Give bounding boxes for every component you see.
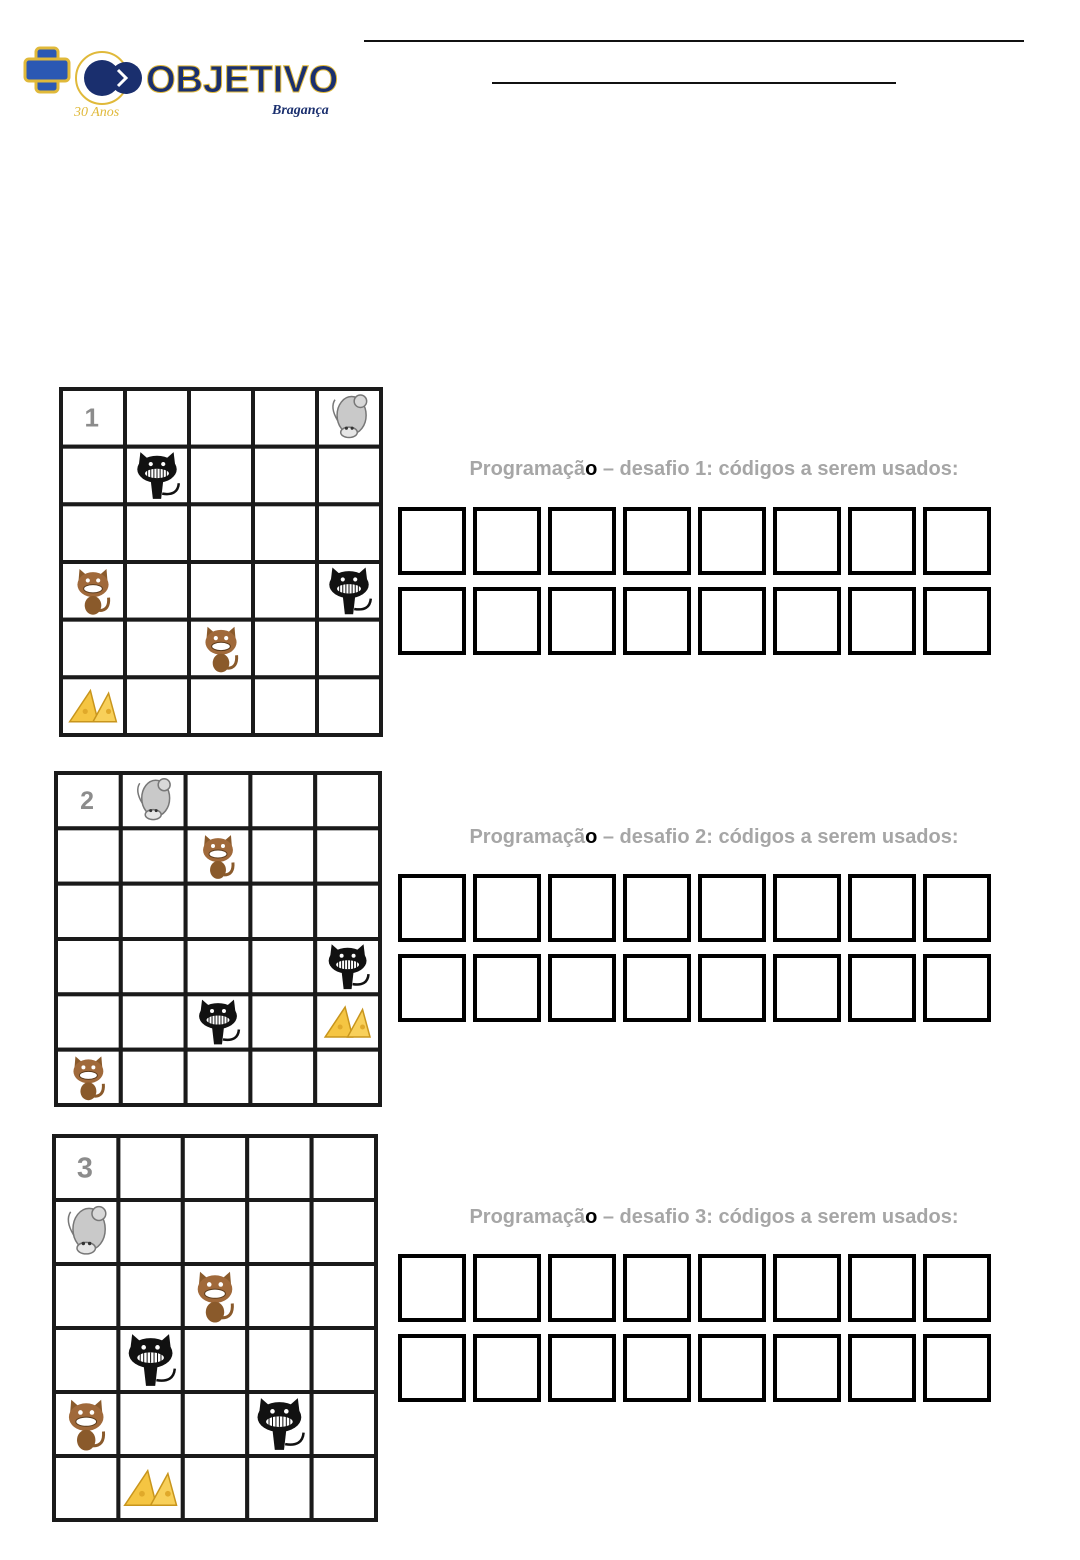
code-box[interactable] (923, 587, 991, 655)
code-box[interactable] (623, 1334, 691, 1402)
code-box[interactable] (398, 1254, 466, 1322)
code-boxes-1 (398, 507, 1030, 667)
grid-cell (247, 1200, 311, 1264)
code-box[interactable] (848, 507, 916, 575)
grid-cell (317, 447, 381, 505)
grid-cell (253, 620, 317, 678)
grid-cell (253, 389, 317, 447)
grid-cell (61, 504, 125, 562)
grid-cell (183, 1136, 247, 1200)
code-box[interactable] (473, 874, 541, 942)
code-box[interactable] (548, 1254, 616, 1322)
grid-cell (121, 994, 186, 1049)
challenge-title-1: Programação – desafio 1: códigos a serem usados: (469, 458, 959, 480)
grid-cell (317, 620, 381, 678)
code-box[interactable] (473, 1334, 541, 1402)
code-box[interactable] (623, 587, 691, 655)
grid-board (53, 770, 383, 1108)
grid-cell (250, 828, 315, 883)
code-box[interactable] (698, 954, 766, 1022)
code-box[interactable] (698, 1334, 766, 1402)
code-box[interactable] (623, 874, 691, 942)
grid-cell (121, 828, 186, 883)
grid-cell (247, 1264, 311, 1328)
grid-cell (312, 1392, 376, 1456)
code-box[interactable] (923, 874, 991, 942)
grid-cell (250, 994, 315, 1049)
name-line[interactable] (364, 40, 1024, 42)
grid-cell (312, 1328, 376, 1392)
grid-cell (250, 884, 315, 939)
code-box-row (398, 954, 1030, 1022)
code-boxes-2 (398, 874, 1030, 1034)
grid-cell (253, 447, 317, 505)
grid-cell (189, 504, 253, 562)
logo-city: Bragança (272, 103, 329, 118)
challenge-title-3: Programação – desafio 3: códigos a serem usados: (469, 1206, 959, 1228)
code-box[interactable] (548, 1334, 616, 1402)
code-box[interactable] (623, 507, 691, 575)
grid-cell (54, 1456, 118, 1520)
code-box[interactable] (773, 1254, 841, 1322)
grid-board (51, 1133, 379, 1523)
grid-cell (317, 504, 381, 562)
grid-cell (56, 994, 121, 1049)
grid-cell (56, 884, 121, 939)
grid-cell (56, 828, 121, 883)
code-box[interactable] (848, 1254, 916, 1322)
code-box[interactable] (848, 1334, 916, 1402)
grid-cell (312, 1264, 376, 1328)
challenge-number: 1 (84, 404, 99, 433)
code-box[interactable] (923, 507, 991, 575)
grid-cell (118, 1200, 182, 1264)
grid-cell (189, 677, 253, 735)
code-box-row (398, 874, 1030, 942)
code-box[interactable] (773, 587, 841, 655)
code-box[interactable] (848, 874, 916, 942)
code-box[interactable] (848, 587, 916, 655)
grid-cell (121, 939, 186, 994)
grid-cell (312, 1136, 376, 1200)
grid-cell (186, 773, 251, 828)
grid-cell (121, 1050, 186, 1105)
grid-cell (312, 1200, 376, 1264)
class-line[interactable] (492, 82, 896, 84)
challenge-number: 2 (80, 786, 95, 815)
grid-cell (253, 677, 317, 735)
grid-cell (54, 1328, 118, 1392)
logo-brand: OBJETIVO (146, 59, 339, 101)
code-box[interactable] (773, 1334, 841, 1402)
logo-anniversary: 30 Anos (74, 105, 120, 120)
grid-cell (56, 939, 121, 994)
code-box-row (398, 1334, 1030, 1402)
grid-cell (253, 504, 317, 562)
grid-cell (250, 1050, 315, 1105)
code-box[interactable] (773, 954, 841, 1022)
grid-cell (183, 1392, 247, 1456)
code-box[interactable] (623, 1254, 691, 1322)
grid-cell (186, 1050, 251, 1105)
code-boxes-3 (398, 1254, 1030, 1414)
objetivo-logo (22, 40, 342, 120)
code-box[interactable] (473, 507, 541, 575)
grid-cell (253, 562, 317, 620)
code-box[interactable] (698, 507, 766, 575)
grid-cell (183, 1200, 247, 1264)
code-box[interactable] (698, 587, 766, 655)
grid-cell (125, 504, 189, 562)
grid-cell (183, 1456, 247, 1520)
code-box[interactable] (698, 874, 766, 942)
code-box[interactable] (923, 954, 991, 1022)
code-box[interactable] (398, 587, 466, 655)
code-box[interactable] (398, 507, 466, 575)
grid-cell (250, 773, 315, 828)
grid-board (58, 386, 384, 738)
grid-cell (118, 1136, 182, 1200)
code-box[interactable] (398, 874, 466, 942)
grid-cell (125, 677, 189, 735)
grid-cell (186, 939, 251, 994)
grid-cell (317, 677, 381, 735)
code-box[interactable] (398, 954, 466, 1022)
grid-cell (121, 884, 186, 939)
grid-cell (54, 1264, 118, 1328)
code-box[interactable] (548, 587, 616, 655)
grid-cell (247, 1328, 311, 1392)
code-box[interactable] (548, 874, 616, 942)
code-box-row (398, 1254, 1030, 1322)
code-box[interactable] (548, 507, 616, 575)
grid-cell (61, 447, 125, 505)
grid-cell (315, 828, 380, 883)
code-box[interactable] (848, 954, 916, 1022)
code-box[interactable] (773, 874, 841, 942)
code-box[interactable] (923, 1254, 991, 1322)
grid-cell (183, 1328, 247, 1392)
code-box-row (398, 587, 1030, 655)
code-box[interactable] (773, 507, 841, 575)
challenge-number: 3 (76, 1152, 93, 1185)
grid-cell (315, 1050, 380, 1105)
challenge-grid-1 (58, 386, 384, 738)
grid-cell (189, 447, 253, 505)
challenge-grid-3 (51, 1133, 379, 1523)
grid-cell (315, 884, 380, 939)
code-box[interactable] (473, 954, 541, 1022)
grid-cell (118, 1264, 182, 1328)
grid-cell (189, 389, 253, 447)
grid-cell (186, 884, 251, 939)
grid-cell (189, 562, 253, 620)
code-box[interactable] (473, 1254, 541, 1322)
challenge-title-2: Programação – desafio 2: códigos a serem usados: (469, 826, 959, 848)
grid-cell (247, 1456, 311, 1520)
code-box[interactable] (473, 587, 541, 655)
grid-cell (125, 620, 189, 678)
code-box[interactable] (923, 1334, 991, 1402)
code-box-row (398, 507, 1030, 575)
logo-graphic (22, 40, 342, 120)
code-box[interactable] (698, 1254, 766, 1322)
grid-cell (125, 562, 189, 620)
grid-cell (312, 1456, 376, 1520)
plus-icon (25, 48, 69, 92)
code-box[interactable] (548, 954, 616, 1022)
grid-cell (250, 939, 315, 994)
code-box[interactable] (398, 1334, 466, 1402)
grid-cell (315, 773, 380, 828)
grid-cell (125, 389, 189, 447)
challenge-grid-2 (53, 770, 383, 1108)
code-box[interactable] (623, 954, 691, 1022)
grid-cell (118, 1392, 182, 1456)
grid-cell (247, 1136, 311, 1200)
grid-cell (61, 620, 125, 678)
